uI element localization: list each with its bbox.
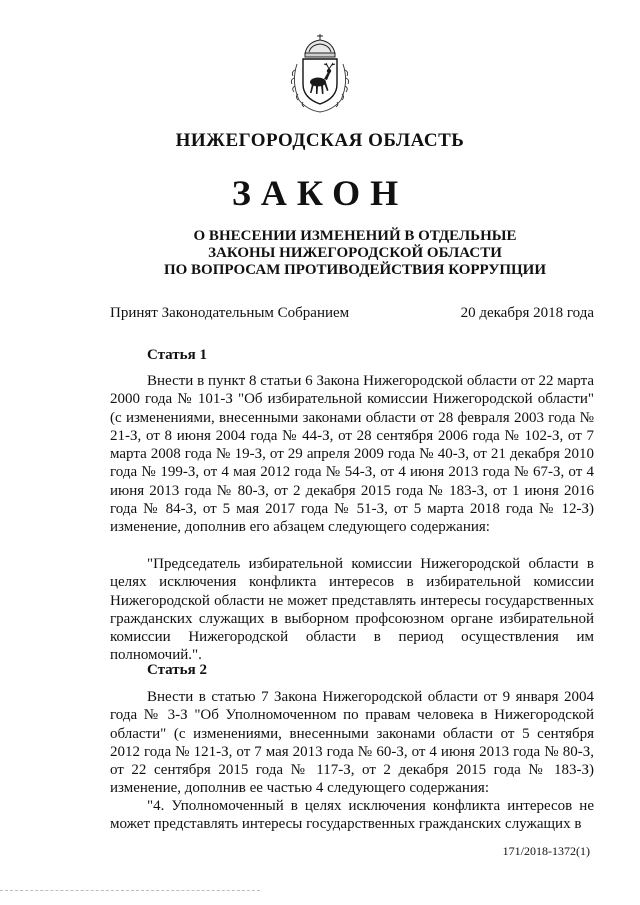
adoption-line (110, 305, 594, 322)
scan-artifact-divider (0, 890, 260, 891)
article-1-quote: "Председатель избирательной комиссии Нижегородской области в целях исключения конфликта интересов в избирательной комиссии Нижегородской области не может представлять интересы государственных гражданских служащих в выборном профсоюзном органе избирательной комиссии Нижегородской области в период осуществления им полномочий.". (110, 556, 594, 664)
adoption-date: 20 декабря 2018 года (460, 305, 594, 321)
document-type-title: ЗАКОН (231, 173, 409, 213)
coat-of-arms-emblem (285, 32, 355, 114)
article-2-body: Внести в статью 7 Закона Нижегородской области от 9 января 2004 года № 3-З "Об Уполномоченном по правам человека в Нижегородской области" (с изменениями, внесенными законами области от 5 сентября 2012 года № 121-З, от 7 мая 2013 года № 60-З, от 4 июня 2013 года № 80-З, от 22 сентября 2015 года № 117-З, от 2 декабря 2015 года № 183-З) изменение, дополнив ее частью 4 следующего содержания: (110, 689, 594, 797)
article-1-body: Внести в пункт 8 статьи 6 Закона Нижегородской области от 22 марта 2000 года № 101-З "Об избирательной комиссии Нижегородской области" (с изменениями, внесенными законами области от 28 февраля 2003 года № 21-З, от 8 июня 2004 года № 44-З, от 28 сентября 2006 года № 102-З, от 7 марта 2008 года № 19-З, от 29 апреля 2009 года № 40-З, от 21 декабря 2010 года № 199-З, от 4 мая 2012 года № 54-З, от 4 июня 2013 года № 67-З, от 4 июня 2013 года № 80-З, от 2 декабря 2015 года № 183-З, от 1 июня 2016 года № 84-З, от 5 мая 2017 года № 51-З, от 5 марта 2018 года № 12-З) изменение, дополнив его абзацем следующего содержания: (110, 373, 594, 536)
document-number: 171/2018-1372(1) (502, 844, 590, 858)
subject-line: ПО ВОПРОСАМ ПРОТИВОДЕЙСТВИЯ КОРРУПЦИИ (163, 262, 547, 278)
article-1-title: Статья 1 (147, 347, 207, 363)
article-2-quote: "4. Уполномоченный в целях исключения конфликта интересов не может представлять интересы государственных гражданских служащих в (110, 798, 594, 833)
law-subject (0, 228, 640, 279)
adoption-label: Принят Законодательным Собранием (110, 305, 350, 321)
subject-line: О ВНЕСЕНИИ ИЗМЕНЕНИЙ В ОТДЕЛЬНЫЕ (193, 228, 517, 244)
article-2-title: Статья 2 (147, 662, 207, 678)
region-title: НИЖЕГОРОДСКАЯ ОБЛАСТЬ (175, 130, 465, 151)
subject-line: ЗАКОНЫ НИЖЕГОРОДСКОЙ ОБЛАСТИ (208, 245, 502, 261)
